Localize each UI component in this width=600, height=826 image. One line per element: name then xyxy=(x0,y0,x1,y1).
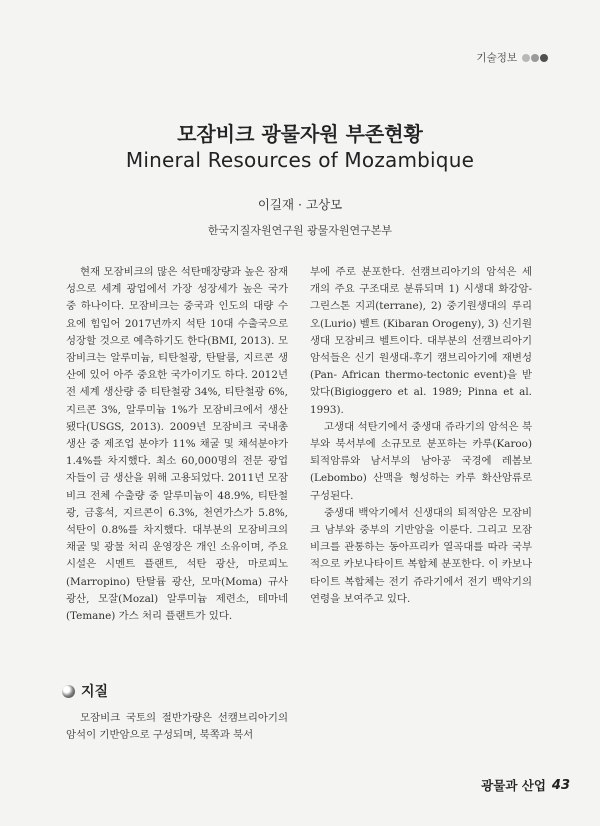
paragraph: 모잠비크 국토의 절반가량은 선캠브리아기의 암석이 기반암으로 구성되며, 북쪽과 북서 xyxy=(66,712,288,742)
journal-name: 광물과 산업 xyxy=(481,778,546,793)
title-korean: 모잠비크 광물자원 부존현황 xyxy=(177,122,423,146)
authors: 이길재 · 고상모 xyxy=(257,197,343,212)
page-number: 43 xyxy=(551,777,570,793)
paragraph: 중생대 백악기에서 신생대의 퇴적암은 모잠비크 남부와 중부의 기반암을 이룬다. 그리고 모잠비크를 관통하는 동아프리카 열곡대를 따라 국부적으로 카보나타이트 복합체 분포한다. 이 카보나타이트 복합체는 전기 쥬라기에서 전기 백악기의 연령을 보여주고 있다. xyxy=(310,506,532,605)
paragraph: 부에 주로 분포한다. 선캠브리아기의 암석은 세 개의 주요 구조대로 분류되며 1) 시생대 화강암-그린스톤 지괴(terrane), 2) 중기원생대의 루리오(Lurio) 벨트 (Kibaran Orogeny), 3) 신기원생대 모잠비크 벨트이다. 대부분의 선캠브리아기 암석들은 신기 원생대-후기 캠브리아기에 재변성 (Pan- African thermo-tectonic event)을 받았다(Bigioggero et al. 1989; Pinna et al. 1993). xyxy=(310,266,532,416)
left-column-continued xyxy=(66,710,288,744)
section-tag xyxy=(476,50,548,65)
affiliation: 한국지질자원연구원 광물자원연구본부 xyxy=(207,224,393,237)
title-english: Mineral Resources of Mozambique xyxy=(125,148,475,172)
paragraph: 현재 모잠비크의 많은 석탄매장량과 높은 잠재성으로 세계 광업에서 가장 성장세가 높은 국가 중 하나이다. 모잠비크는 중국과 인도의 대량 수요에 힘입어 2017년까지 석탄 10대 수출국으로 성장할 것으로 예측하기도 한다(BMI, 2013). 모잠비크는 알루미늄, 티탄철광, 탄탈룸, 지르콘 생산에 있어 아주 중요한 국가이기도 하다. 2012년 전 세계 생산량 중 티탄철광 34%, 티탄철광 6%, 지르콘 3%, 알루미늄 1%가 모잠비크에서 생산됐다(USGS, 2013). 2009년 모잠비크 국내총생산 중 제조업 분야가 11% 채굴 및 채석분야가 1.4%를 차지했다. 최소 60,000명의 전문 광업자들이 금 생산을 위해 고용되었다. 2011년 모잠비크 전체 수출량 중 알루미늄이 48.9%, 티탄철광, 금홍석, 지르콘이 6.3%, 천연가스가 5.8%, 석탄이 0.8%를 차지했다. 대부분의 모잠비크의 채굴 및 광물 처리 운영장은 개인 소유이며, 주요 시설은 시멘트 플랜트, 석탄 광산, 마로피노(Marropino) 탄탈륨 광산, 모마(Moma) 규사 광산, 모잘(Mozal) 알루미늄 제련소, 테마네(Temane) 가스 처리 플랜트가 있다. xyxy=(66,266,288,623)
left-column xyxy=(66,264,288,625)
bullet-icon xyxy=(62,685,75,698)
category-label: 기술정보 xyxy=(476,52,517,64)
right-column xyxy=(310,264,532,608)
section-heading xyxy=(62,681,108,701)
paragraph: 고생대 석탄기에서 중생대 쥬라기의 암석은 북부와 북서부에 소규모로 분포하는 카루(Karoo) 퇴적암류와 남서부의 남아공 국경에 레봄보(Lebombo) 산맥을 형성하는 카루 화산암류로 구성된다. xyxy=(310,420,532,502)
section-title: 지질 xyxy=(81,684,109,700)
page-footer xyxy=(481,776,570,794)
dots-icon xyxy=(522,54,548,62)
